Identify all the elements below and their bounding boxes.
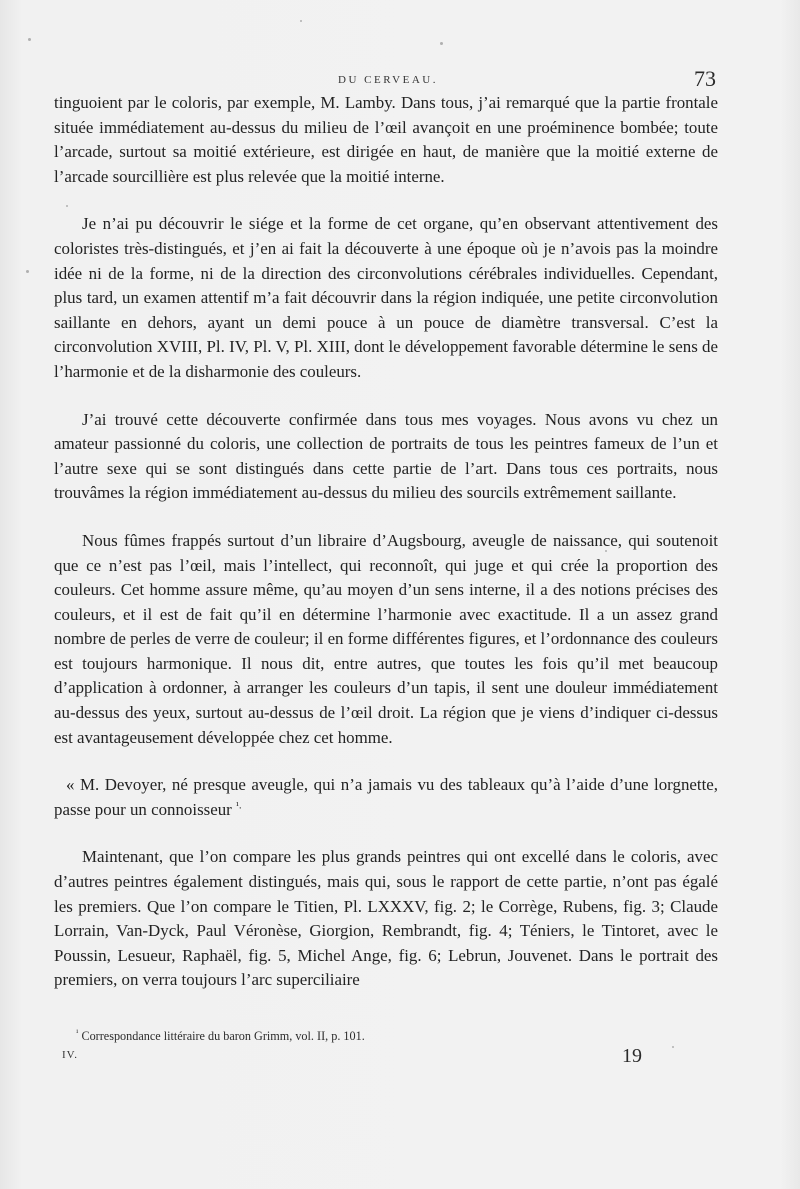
paragraph-continued: tinguoient par le coloris, par exemple, M. Lamby. Dans tous, j’ai remarqué que la partie frontale située immédiatement au-dessus du milieu de l’œil avançoit en une proéminence bombée; toute l’arcade, surtout sa moitié extérieure, est dirigée en haut, de manière que la moitié externe de l’arcade sourcillière est plus relevée que la moitié interne. — [54, 93, 718, 186]
page-number: 73 — [694, 66, 716, 91]
paper-speck — [28, 38, 31, 41]
paper-speck — [66, 205, 68, 207]
paragraph-organ-discovery: Je n’ai pu découvrir le siége et la forme de cet organe, qu’en observant attentivement des coloristes très-distingués, et j’en ai fait la découverte à une époque où je n’avois pas la moindre idée ni de la forme, ni de la direction des circonvolutions cérébrales individuelles. Cependant, plus tard, un examen attentif m’a fait découvrir dans la région indiquée, une petite circonvolution saillante en dehors, ayant un demi pouce à un pouce de diamètre transversal. C’est la circonvolution XVIII, Pl. IV, Pl. V, Pl. XIII, dont le développement favorable détermine le sens de l’harmonie et de la disharmonie des couleurs. — [54, 214, 718, 381]
footnote-reference: ¹. — [236, 800, 242, 812]
paper-speck — [605, 550, 607, 552]
paragraph-devoyer-quote — [54, 773, 718, 822]
footnote-marker: ¹ — [76, 1027, 79, 1037]
paragraph-painters-comparison: Maintenant, que l’on compare les plus grands peintres qui ont excellé dans le coloris, avec d’autres peintres également distingués, mais qui, sous le rapport de cette partie, n’ont pas égalé les premiers. Que l’on compare le Titien, Pl. LXXXV, fig. 2; le Corrège, Rubens, fig. 3; Claude Lorrain, Van-Dyck, Paul Véronèse, Giorgion, Rembrandt, fig. 4; Téniers, le Tintoret, avec le Poussin, Lesueur, Raphaël, fig. 5, Michel Ange, fig. 6; Lebrun, Jouvenet. Dans le portrait des premiers, on verra toujours l’arc superciliaire — [54, 847, 718, 990]
paper-speck — [300, 20, 302, 22]
paper-speck — [440, 42, 443, 45]
paper-speck — [672, 1046, 674, 1048]
quote-text: « M. Devoyer, né presque aveugle, qui n’a jamais vu des tableaux qu’à l’aide d’une lorgnette, passe pour un connoisseur — [54, 775, 718, 819]
body-text — [54, 91, 718, 1016]
volume-signature: IV. — [62, 1049, 78, 1061]
footnote — [76, 1029, 716, 1044]
running-head: DU CERVEAU. — [338, 74, 438, 86]
footnote-text: Correspondance littéraire du baron Grimm, vol. II, p. 101. — [81, 1029, 365, 1043]
gathering-number: 19 — [622, 1045, 642, 1067]
paragraph-travels: J’ai trouvé cette découverte confirmée dans tous mes voyages. Nous avons vu chez un amateur passionné du coloris, une collection de portraits de tous les peintres fameux de l’un et l’autre sexe qui se sont distingués dans cette partie de l’art. Dans tous ces portraits, nous trouvâmes la région immédiatement au-dessus du milieu des sourcils extrêmement saillante. — [54, 409, 718, 503]
paper-speck — [26, 270, 29, 273]
paragraph-blind-bookseller: Nous fûmes frappés surtout d’un libraire d’Augsbourg, aveugle de naissance, qui soutenoit que ce n’est pas l’œil, mais l’intellect, qui reconnoît, qui juge et qui crée la proportion des couleurs. Cet homme assure même, qu’au moyen d’un sens interne, il a des notions précises des couleurs, et il est de fait qu’il en détermine l’harmonie avec exactitude. Il a un assez grand nombre de perles de verre de couleur; il en forme différentes figures, et l’ordonnance des couleurs est toujours harmonique. Il nous dit, entre autres, que toutes les fois qu’il met beaucoup d’application à ordonner, à arranger les couleurs d’un tapis, il sent une douleur immédiatement au-dessus des yeux, surtout au-dessus de l’œil droit. La région que je viens d’indiquer ci-dessus est avantageusement développée chez cet homme. — [54, 530, 718, 747]
